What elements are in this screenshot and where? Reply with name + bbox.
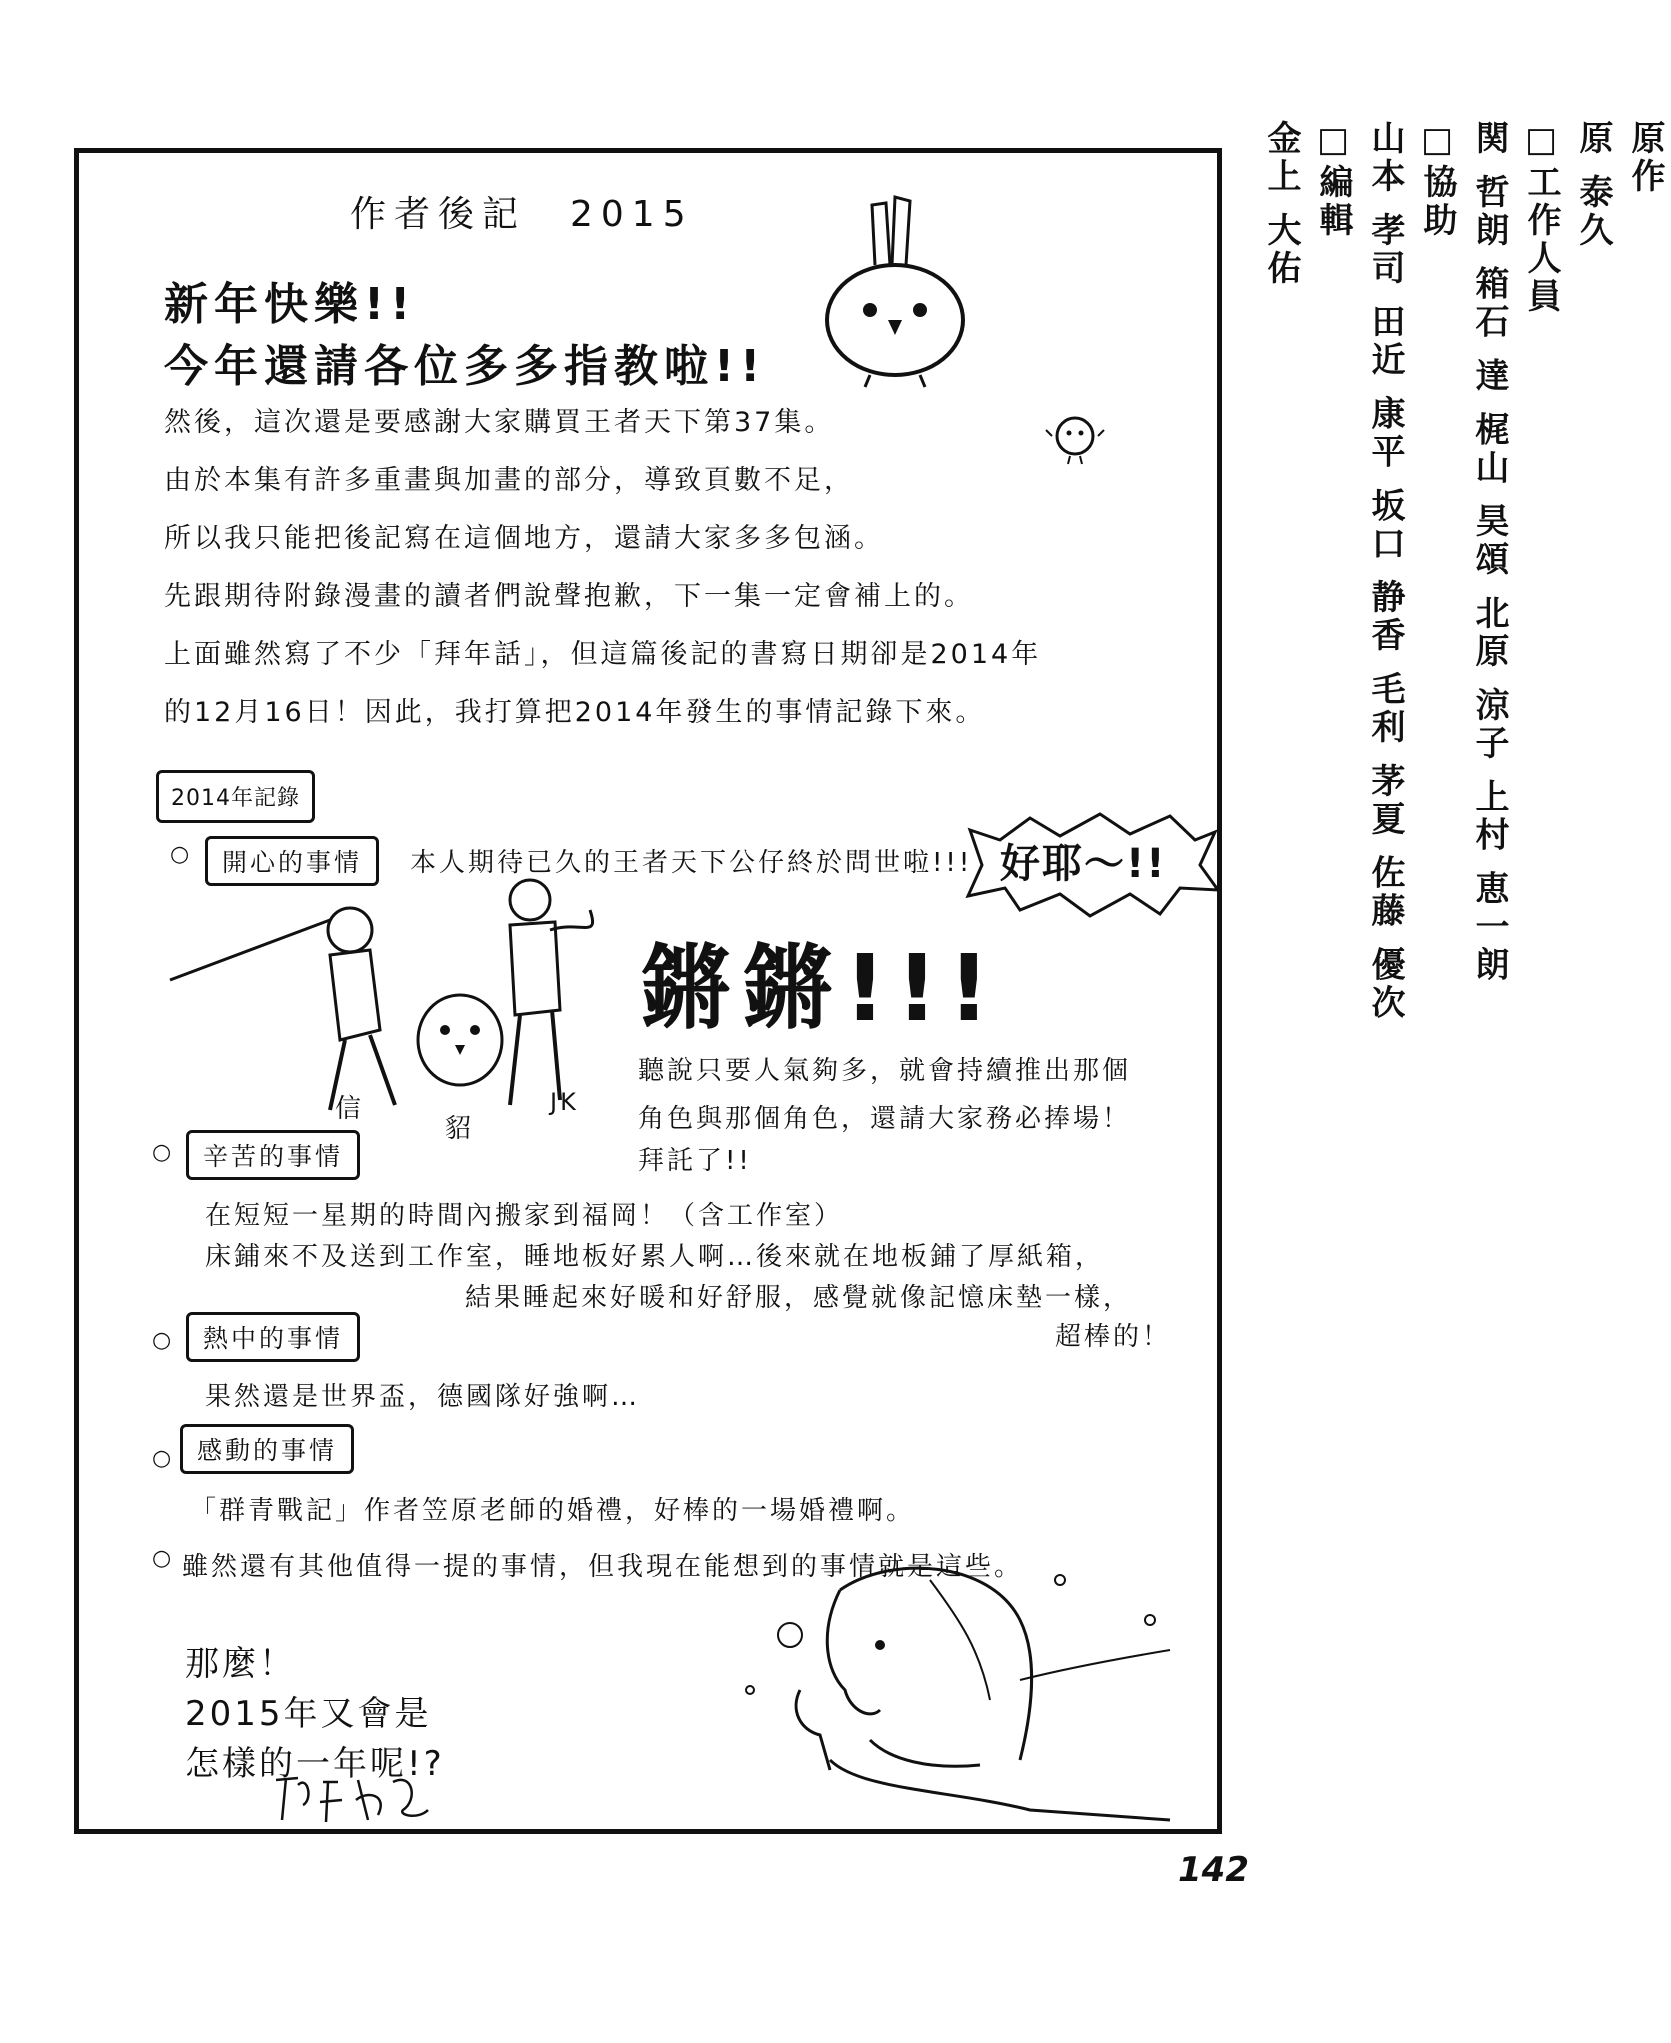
happy-note-line-3: 拜託了!! — [638, 1146, 752, 1176]
figures-sketch-illustration — [160, 870, 600, 1130]
paragraph-line-5: 上面雖然寫了不少「拜年話」，但這篇後記的書寫日期卻是2014年 — [164, 639, 1042, 670]
afterword-title: 作者後記 2015 — [350, 194, 694, 235]
paragraph-line-6: 的12月16日！因此，我打算把2014年發生的事情記錄下來。 — [164, 697, 986, 728]
paragraph-line-3: 所以我只能把後記寫在這個地方，還請大家多多包涵。 — [164, 523, 884, 554]
greeting-line-1: 新年快樂!! — [164, 279, 417, 330]
credit-original-label: 原作 — [1625, 120, 1665, 196]
page-number: 142 — [1178, 1850, 1249, 1890]
record-2014-label: 2014年記錄 — [156, 770, 315, 823]
credit-editor-label: □編輯 — [1313, 120, 1353, 240]
closing-line-3: 怎樣的一年呢!? — [185, 1744, 445, 1784]
bullet-marker: ○ — [152, 1140, 172, 1165]
girl-illustration — [730, 1560, 1180, 1830]
credit-staff-names: 関 哲朗 箱石 達 梶山 昊頌 北原 涼子 上村 恵一朗 — [1469, 120, 1509, 985]
small-bird-doodle — [1040, 408, 1110, 468]
greeting-line-2: 今年還請各位多多指教啦!! — [164, 341, 767, 392]
paragraph-line-1: 然後，這次還是要感謝大家購買王者天下第37集。 — [164, 407, 835, 438]
credit-assist-label: □協助 — [1417, 120, 1457, 240]
hot-line-1: 果然還是世界盃，德國隊好強啊… — [205, 1382, 641, 1412]
paragraph-line-2: 由於本集有許多重畫與加畫的部分，導致頁數不足， — [164, 465, 854, 496]
happy-label: 開心的事情 — [205, 836, 379, 886]
figure-label-jk: JK — [550, 1088, 579, 1116]
hard-line-4: 超棒的！ — [1055, 1322, 1172, 1352]
hot-label: 熱中的事情 — [186, 1312, 360, 1362]
author-signature — [268, 1770, 438, 1830]
closing-line-2: 2015年又會是 — [185, 1694, 432, 1734]
bullet-marker: ○ — [152, 1446, 172, 1471]
hard-line-1: 在短短一星期的時間內搬家到福岡！（含工作室） — [205, 1201, 844, 1231]
shout-text: 鏘鏘!!! — [640, 935, 1000, 1042]
bullet-marker: ○ — [152, 1546, 172, 1571]
credits-column — [1255, 120, 1671, 1600]
credit-original-name: 原 泰久 — [1573, 120, 1613, 250]
moved-line-1: 「群青戰記」作者笠原老師的婚禮，好棒的一場婚禮啊。 — [190, 1496, 916, 1526]
credit-editor-name: 金上 大佑 — [1261, 120, 1301, 288]
closing-line-1: 那麼！ — [185, 1644, 296, 1684]
hard-line-3: 結果睡起來好暖和好舒服，感覺就像記憶床墊一樣， — [465, 1283, 1133, 1313]
happy-note-line-2: 角色與那個角色，還請大家務必捧場！ — [638, 1104, 1132, 1134]
credit-staff-label: □工作人員 — [1521, 120, 1561, 316]
happy-text: 本人期待已久的王者天下公仔終於問世啦!!! — [410, 848, 973, 878]
bullet-marker: ○ — [170, 842, 190, 867]
paragraph-line-4: 先跟期待附錄漫畫的讀者們說聲抱歉，下一集一定會補上的。 — [164, 581, 974, 612]
figure-label-ten: 貂 — [445, 1114, 475, 1144]
hard-line-2: 床鋪來不及送到工作室，睡地板好累人啊…後來就在地板鋪了厚紙箱， — [205, 1242, 1105, 1272]
figure-label-shin: 信 — [335, 1094, 365, 1124]
bullet-marker: ○ — [152, 1328, 172, 1353]
hard-label: 辛苦的事情 — [186, 1130, 360, 1180]
bubble-text: 好耶～!! — [1000, 841, 1167, 887]
happy-note-line-1: 聽說只要人氣夠多，就會持續推出那個 — [638, 1056, 1132, 1086]
other-line: 雖然還有其他值得一提的事情，但我現在能想到的事情就是這些。 — [182, 1552, 1024, 1582]
bird-mascot-illustration — [820, 195, 990, 395]
moved-label: 感動的事情 — [180, 1424, 354, 1474]
credit-assist-names: 山本 孝司 田近 康平 坂口 静香 毛利 茅夏 佐藤 優次 — [1365, 120, 1405, 1023]
